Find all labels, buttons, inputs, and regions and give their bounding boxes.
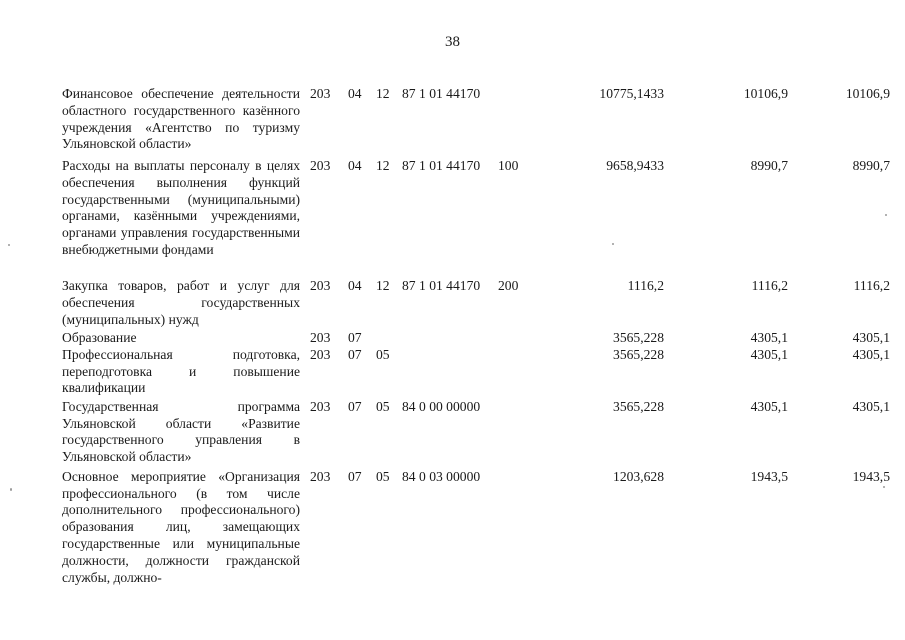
row-amount-year3: 1943,5 [852, 468, 890, 484]
scan-speck [8, 244, 10, 246]
row-section-code: 07 [348, 468, 362, 484]
row-section-code: 04 [348, 278, 362, 293]
row-section-code: 07 [348, 330, 362, 345]
row-description: Профессиональная подготовка, переподготовка и повышение квалификации [62, 346, 300, 396]
row-amount-year2: 8990,7 [750, 158, 788, 173]
row-amount-year1: 1116,2 [627, 278, 664, 293]
row-description: Расходы на выплаты персоналу в целях обеспечения выполнения функций государственными (муниципальными) органами, казёнными учреждениями, органами управления государственными внебюджетными фондами [62, 158, 300, 257]
row-amount-year1: 3565,228 [613, 398, 664, 414]
row-target-article-code: 84 0 03 00000 [402, 468, 481, 484]
row-target-article-code: 84 0 00 00000 [402, 398, 481, 414]
row-subsection-code: 12 [376, 278, 390, 293]
row-subsection-code: 12 [376, 158, 390, 173]
row-target-article-code: 87 1 01 44170 [402, 158, 481, 173]
table-row [62, 330, 890, 347]
row-grbs-code: 203 [310, 158, 331, 173]
row-amount-year1: 9658,9433 [606, 158, 664, 173]
row-amount-year1: 10775,1433 [599, 86, 664, 101]
row-expense-type-code [498, 347, 538, 399]
row-target-article-code [402, 347, 498, 399]
row-description: Финансовое обеспечение деятельности областного государственного казённого учреждения «Агентство по туризму Ульяновской области» [62, 86, 300, 152]
row-description: Закупка товаров, работ и услуг для обеспечения государственных (муниципальных) нужд [62, 278, 300, 327]
row-expense-type-code [498, 86, 538, 158]
row-amount-year2: 10106,9 [743, 86, 788, 101]
row-amount-year3: 4305,1 [852, 330, 890, 345]
row-amount-year1: 1203,628 [613, 468, 664, 484]
row-expense-type-code: 100 [498, 158, 519, 173]
row-section-code: 07 [348, 398, 362, 414]
row-amount-year2: 4305,1 [750, 346, 788, 362]
row-subsection-code: 12 [376, 86, 390, 101]
row-amount-year3: 8990,7 [852, 158, 890, 173]
row-description: Государственная программа Ульяновской области «Развитие государственного управления в Ульяновской области» [62, 398, 300, 465]
row-amount-year2: 1943,5 [750, 468, 788, 484]
row-grbs-code: 203 [310, 398, 331, 414]
scan-speck [885, 214, 887, 216]
row-section-code: 07 [348, 346, 362, 362]
table-row [62, 278, 890, 330]
row-subsection-code: 05 [376, 346, 390, 362]
row-target-article-code [402, 330, 498, 347]
row-grbs-code: 203 [310, 278, 331, 293]
row-subsection-code: 05 [376, 468, 390, 484]
table-row [62, 399, 890, 469]
budget-table [62, 86, 890, 586]
row-expense-type-code [498, 399, 538, 469]
row-description: Образование [62, 330, 137, 345]
row-amount-year3: 10106,9 [845, 86, 890, 101]
row-target-article-code: 87 1 01 44170 [402, 278, 481, 293]
row-expense-type-code: 200 [498, 278, 519, 293]
table-row [62, 469, 890, 587]
row-amount-year1: 3565,228 [613, 330, 664, 345]
table-row [62, 347, 890, 399]
row-amount-year2: 4305,1 [750, 330, 788, 345]
row-grbs-code: 203 [310, 346, 331, 362]
scan-speck [883, 486, 885, 488]
row-subsection-code [376, 330, 402, 347]
row-section-code: 04 [348, 158, 362, 173]
row-subsection-code: 05 [376, 398, 390, 414]
scan-speck [612, 243, 614, 245]
row-expense-type-code [498, 330, 538, 347]
row-expense-type-code [498, 469, 538, 587]
row-amount-year1: 3565,228 [613, 346, 664, 362]
row-grbs-code: 203 [310, 330, 331, 345]
row-amount-year3: 1116,2 [853, 278, 890, 293]
row-amount-year2: 4305,1 [750, 398, 788, 414]
page-number: 38 [445, 34, 460, 50]
row-grbs-code: 203 [310, 468, 331, 484]
row-amount-year3: 4305,1 [852, 398, 890, 414]
row-section-code: 04 [348, 86, 362, 101]
scan-speck [10, 488, 12, 491]
table-row [62, 158, 890, 278]
row-description: Основное мероприятие «Организация профессионального (в том числе дополнительного профессионального) образования лиц, замещающих государственные или муниципальные должности, должности гражданской службы, должно- [62, 468, 300, 585]
row-amount-year2: 1116,2 [751, 278, 788, 293]
row-target-article-code: 87 1 01 44170 [402, 86, 481, 101]
row-grbs-code: 203 [310, 86, 331, 101]
table-row [62, 86, 890, 158]
row-amount-year3: 4305,1 [852, 346, 890, 362]
